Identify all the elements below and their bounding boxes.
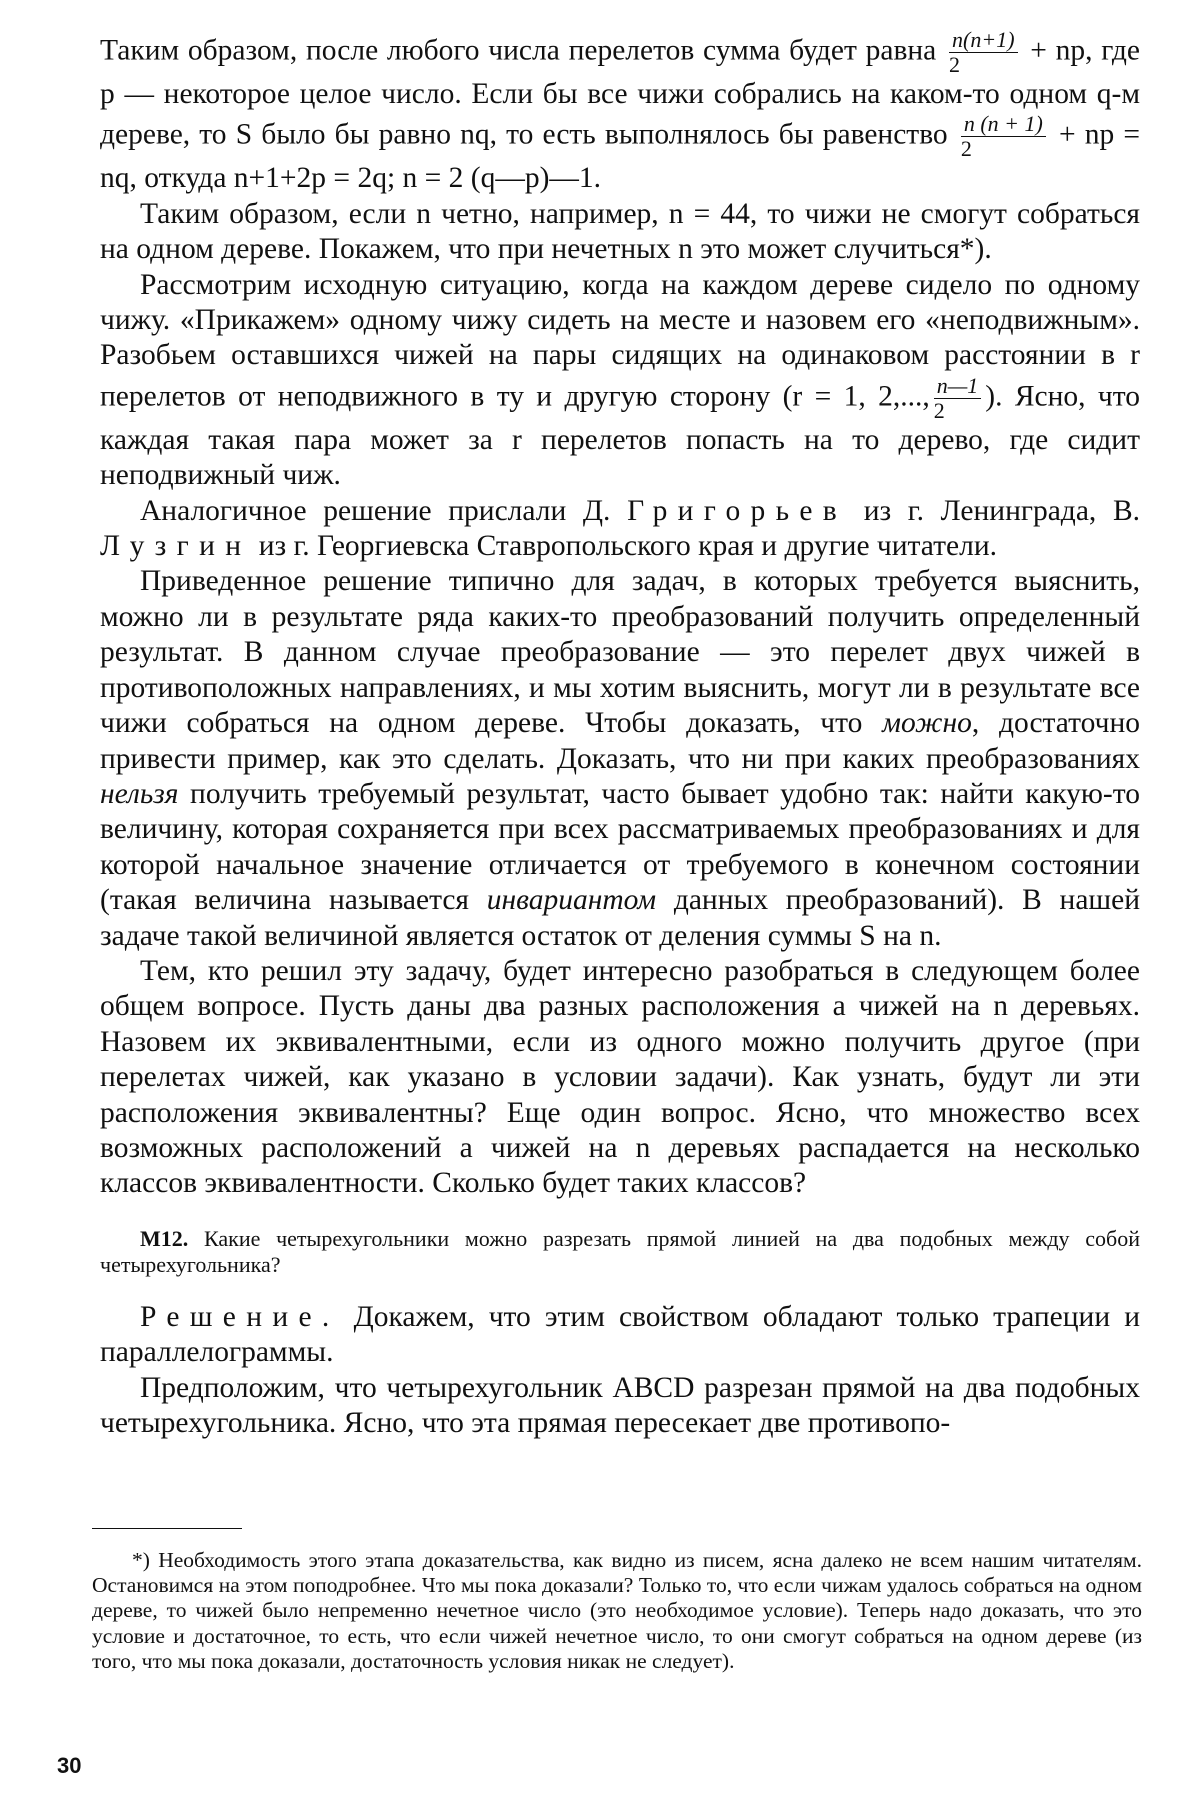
paragraph-solution: Решение. Докажем, что этим свойством обладают только трапеции и параллелограммы.	[100, 1300, 1140, 1369]
paragraph-invariant-sum: Таким образом, после любого числа перелетов сумма будет равна $\frac{n(n+1)}{2}$ + np, где p — некоторое целое число. Если бы все чижи собрались на каком-то одном q-м дереве, то S было бы равно nq, то есть выполнялось бы равенство $\frac{n (n + 1)}{2}$ + np = nq, откуда n+1+2p = 2q; n = 2 (q—p)—1.	[100, 27, 1141, 195]
problem-statement-m12: М12. Какие четырехугольники можно разрезать прямой линией на два подобных между собой четырехугольника?	[100, 1225, 1140, 1277]
problem-id: М12.	[140, 1225, 189, 1251]
page-number: 30	[57, 1753, 82, 1778]
emphasis-invariant: инвариантом	[486, 884, 657, 917]
paragraph-even-n: Таким образом, если n четно, например, n = 44, то чижи не смогут собраться на одном дереве. Покажем, что при нечетных n это может случиться*).	[100, 197, 1140, 266]
reader-name-grigoriev: Григорьев	[627, 494, 848, 527]
fraction-n-n-plus-1-over-2: $\frac{n(n+1)}{2}$	[949, 28, 1018, 77]
paragraph-invariant-method: Приведенное решение типично для задач, в которых требуется выяснить, можно ли в результате ряда каких-то преобразований получить определенный результат. В данном случае преобразование — это перелет двух чижей в противоположных направлениях, и мы хотим выяснить, могут ли в результате все чижи собраться на одном дереве. Чтобы доказать, что можно, достаточно привести пример, как это сделать. Доказать, что ни при каких преобразованиях нельзя получить требуемый результат, часто бывает удобно так: найти какую-то величину, которая сохраняется при всех рассматриваемых преобразованиях и для которой начальное значение отличается от требуемого в конечном состоянии (такая величина называется инвариантом данных преобразований). В нашей задаче такой величиной является остаток от деления суммы S на n.	[100, 565, 1141, 952]
fraction-n-n-plus-1-over-2-second: $\frac{n (n + 1)}{2}$	[961, 112, 1046, 161]
emphasis-mozhno: можно	[882, 707, 972, 740]
paragraph-abcd: Предположим, что четырехугольник ABCD разрезан прямой на два подобных четырехугольника. Ясно, что эта прямая пересекает две противопо-	[100, 1371, 1140, 1439]
emphasis-nelzya: нельзя	[100, 777, 179, 810]
paragraph-acknowledgements: Аналогичное решение прислали Д. Григорьев из г. Ленинграда, В. Лузгин из г. Георгиевска Ставропольского края и другие читатели.	[100, 494, 1140, 563]
footnote-divider	[92, 1528, 242, 1529]
fraction-n-minus-1-over-2: $\frac{n—1}{2}$	[934, 374, 982, 423]
paragraph-construction: Рассмотрим исходную ситуацию, когда на каждом дереве сидело по одному чижу. «Прикажем» одному чижу сидеть на месте и назовем его «неподвижным». Разобьем оставшихся чижей на пары сидящих на одинаковом расстоянии в r перелетов от неподвижного в ту и другую сторону (r = 1, 2,..., $\frac{n—1}{2}$ ). Ясно, что каждая такая пара может за r перелетов попасть на то дерево, где сидит неподвижный чиж.	[100, 268, 1140, 492]
page-body	[100, 28, 1140, 1441]
paragraph-general-question: Тем, кто решил эту задачу, будет интересно разобраться в следующем более общем вопросе. Пусть даны два разных расположения a чижей на n деревьях. Назовем их эквивалентными, если из одного можно получить другое (при перелетах чижей, как указано в условии задачи). Как узнать, будут ли эти расположения эквивалентны? Еще один вопрос. Ясно, что множество всех возможных расположений a чижей на n деревьях распадается на несколько классов эквивалентности. Сколько будет таких классов?	[100, 954, 1140, 1200]
reader-name-luzgin: Лузгин	[100, 530, 252, 563]
solution-label: Решение.	[140, 1300, 340, 1333]
footnote: *) Необходимость этого этапа доказательства, как видно из писем, ясна далеко не всем нашим читателям. Остановимся на этом поподробнее. Что мы пока доказали? Только то, что если чижам удалось собраться на одном дереве, то чижей было непременно нечетное число (это необходимое условие). Теперь надо доказать, что это условие и достаточное, то есть, что если чижей нечетное число, то они смогут собраться на одном дереве (из того, что мы пока доказали, достаточность условия никак не следует).	[92, 1548, 1142, 1673]
